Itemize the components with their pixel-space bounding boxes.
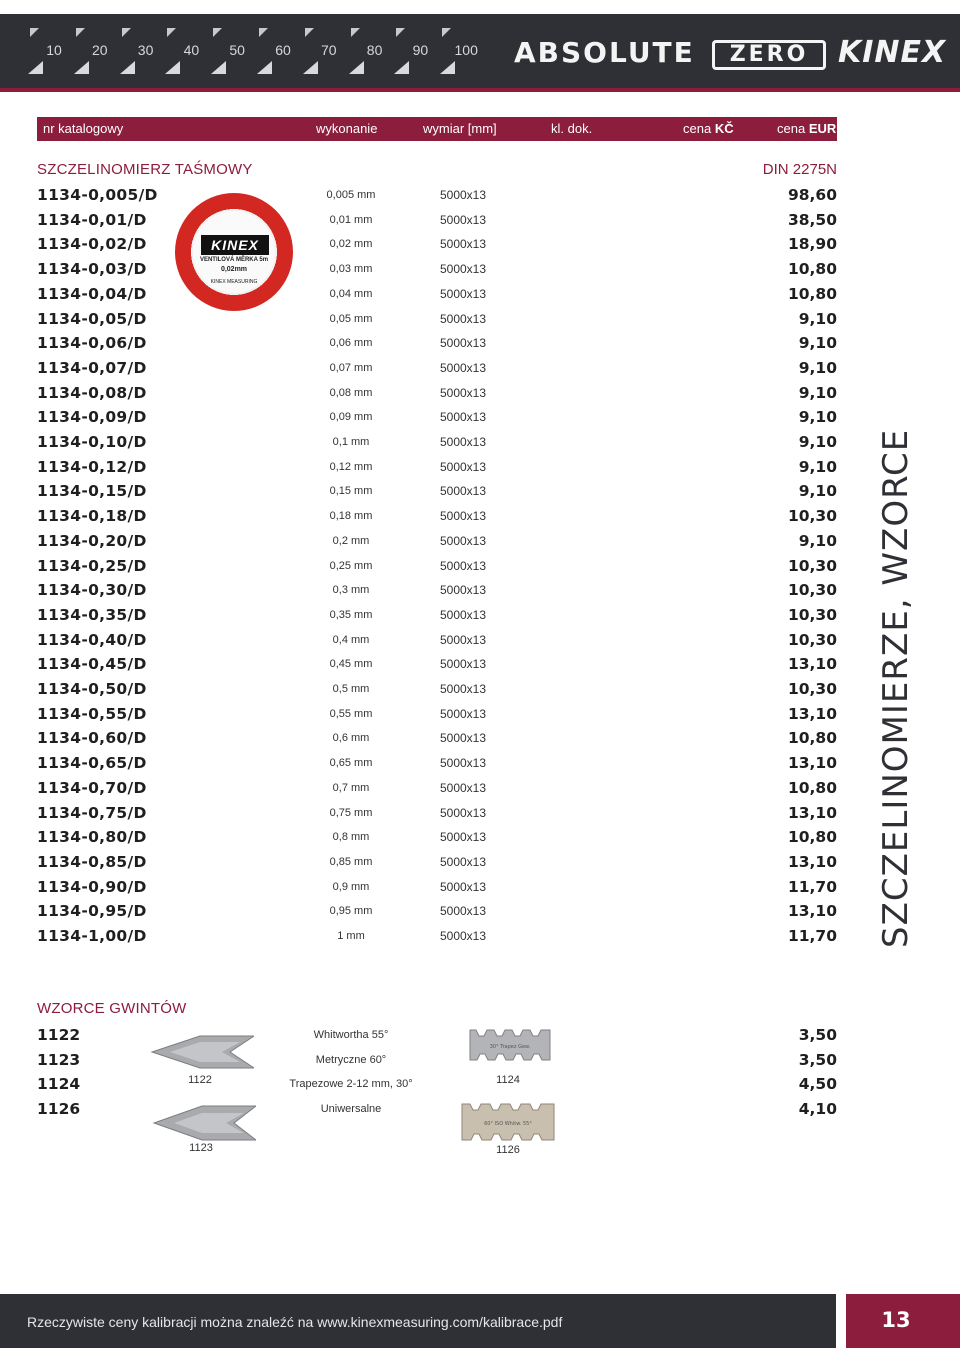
col-price-czk-prefix: cena [683,121,715,136]
table-row [37,629,837,654]
top-margin [0,0,960,14]
ruler-arrow [394,61,409,74]
ruler-number: 90 [412,42,429,58]
thickness-value: 0,12 mm [329,460,373,473]
tape-brand: KINEX [201,235,269,255]
price-value: 10,30 [787,630,837,649]
gauge-1124-image [468,1026,552,1064]
price-value: 13,10 [787,852,837,871]
table-row [37,678,837,703]
table-row [37,653,837,678]
col-price-eur-prefix: cena [777,121,809,136]
ruler-tick [351,28,360,37]
ruler-tick [76,28,85,37]
price-value: 9,10 [798,457,837,476]
catalog-number: 1134-0,60/D [37,729,147,748]
thickness-value: 0,5 mm [332,683,370,695]
thickness-value: 0,95 mm [329,905,373,918]
col-accuracy: kl. dok. [551,121,593,136]
table-row [37,332,837,357]
thread-type: Metryczne 60° [315,1053,387,1066]
ruler-number: 80 [366,42,383,58]
price-value: 10,30 [787,581,837,600]
ruler-tick [305,28,314,37]
ruler-arrow [303,61,318,74]
tape-text-line3: KINEX MEASURING [210,279,258,285]
ruler-tick [396,28,405,37]
thickness-value: 0,25 mm [329,559,373,572]
column-header-bar [37,117,837,141]
dimension-value: 5000x13 [439,607,487,622]
price-value: 10,80 [787,729,837,748]
ruler-tick [259,28,268,37]
plate-1124-text: 30° Trapez Gew. [489,1044,531,1050]
ruler-graphic [30,14,490,88]
table-row [37,382,837,407]
dimension-value: 5000x13 [439,854,487,869]
thread-type: Trapezowe 2-12 mm, 30° [289,1078,413,1091]
catalog-number: 1122 [37,1026,81,1044]
ruler-number: 20 [92,42,108,58]
plate-1126-text: 60° ISO Whitw. 55° [484,1121,532,1127]
col-price-eur-unit: EUR [808,121,837,136]
thickness-value: 0,35 mm [329,608,373,621]
catalog-number: 1134-0,70/D [37,778,147,797]
section-title-thread: WZORCE GWINTÓW [37,1000,187,1017]
caption-1124: 1124 [496,1074,520,1086]
dimension-value: 5000x13 [439,533,487,548]
price-value: 4,10 [798,1100,837,1119]
tape-text-line2: 0,02mm [220,266,248,273]
thickness-value: 0,07 mm [329,361,373,374]
page-number: 13 [881,1308,911,1332]
catalog-number: 1134-0,05/D [37,309,147,328]
thickness-value: 0,18 mm [329,510,373,523]
thickness-value: 0,03 mm [329,263,373,276]
dimension-value: 5000x13 [439,360,487,375]
catalog-number: 1134-0,07/D [37,358,147,377]
table-row [37,456,837,481]
dimension-value: 5000x13 [439,459,487,474]
table-row [37,900,837,925]
caption-1123: 1123 [189,1142,213,1154]
price-value: 18,90 [787,235,837,254]
dimension-value: 5000x13 [439,336,487,351]
caption-1122: 1122 [188,1074,212,1086]
thickness-value: 0,15 mm [329,485,373,498]
price-value: 11,70 [787,927,837,945]
price-value: 9,10 [798,408,837,427]
table-row [37,406,837,431]
price-value: 9,10 [798,433,837,451]
side-section-title: SZCZELINOMIERZE, WZORCE [876,428,916,948]
thread-type: Whitwortha 55° [313,1029,389,1041]
table-row [37,727,837,752]
dimension-value: 5000x13 [439,435,487,449]
catalog-number: 1134-0,20/D [37,531,147,550]
dimension-value: 5000x13 [439,657,487,672]
price-value: 13,10 [787,704,837,723]
price-value: 10,80 [787,778,837,797]
price-value: 11,70 [787,877,837,896]
dimension-value: 5000x13 [439,780,487,795]
thickness-value: 0,55 mm [329,707,373,720]
dimension-value: 5000x13 [439,632,487,647]
dimension-value: 5000x13 [439,731,487,746]
table-row [37,184,837,209]
thickness-value: 0,06 mm [329,337,373,350]
price-value: 13,10 [787,803,837,822]
tape-gauge-image [175,193,293,311]
thickness-value: 0,85 mm [329,855,373,868]
table-row [37,283,837,308]
dimension-value: 5000x13 [439,756,487,771]
price-value: 13,10 [787,754,837,773]
ruler-tick [30,28,39,37]
ruler-arrow [349,61,364,74]
table-row [37,480,837,505]
table-row [37,826,837,851]
price-value: 13,10 [787,902,837,921]
table-row [37,876,837,901]
table-row [37,802,837,827]
logo-zero: ZERO [712,40,826,70]
thickness-value: 0,8 mm [332,831,370,844]
price-value: 10,80 [787,828,837,847]
catalog-number: 1134-0,45/D [37,655,147,674]
ruler-number: 10 [46,42,62,58]
catalog-number: 1134-0,80/D [37,828,147,847]
dimension-value: 5000x13 [439,904,487,919]
dimension-value: 5000x13 [439,385,487,400]
price-value: 3,50 [798,1026,837,1044]
tape-gauge-label [193,211,275,293]
gauge-1123-image [152,1104,256,1142]
dimension-value: 5000x13 [439,237,487,252]
thickness-value: 0,01 mm [329,213,373,226]
price-value: 98,60 [787,186,837,204]
catalog-number: 1134-0,01/D [37,210,147,229]
catalog-number: 1134-0,15/D [37,482,147,501]
ruler-arrow [74,61,89,74]
price-value: 10,30 [787,507,837,526]
price-value: 9,10 [798,358,837,377]
price-value: 9,10 [798,531,837,550]
catalog-number: 1134-0,85/D [37,852,147,871]
catalog-number: 1134-0,04/D [37,284,147,303]
ruler-number: 70 [321,42,337,58]
ruler-tick [167,28,176,37]
dimension-value: 5000x13 [439,311,487,326]
table-row [37,925,837,950]
thread-type: Uniwersalne [320,1103,382,1116]
ruler-number: 60 [275,42,291,58]
ruler-number: 40 [183,42,200,58]
catalog-number: 1134-0,25/D [37,556,147,575]
logo-kinex: KINEX [838,35,947,70]
dimension-value: 5000x13 [439,212,487,227]
catalog-number: 1124 [37,1075,81,1094]
catalog-number: 1134-0,30/D [37,581,147,600]
ruler-tick [442,28,451,37]
catalog-number: 1134-0,08/D [37,383,147,402]
price-value: 10,30 [787,680,837,698]
ruler-arrow [211,61,226,74]
dimension-value: 5000x13 [439,805,487,820]
table-row [37,703,837,728]
thickness-value: 0,4 mm [332,633,370,646]
dimension-value: 5000x13 [439,410,487,425]
catalog-number: 1126 [37,1100,81,1119]
col-dimension: wymiar [mm] [423,121,497,136]
ruler-arrow [440,61,455,74]
catalog-number: 1134-0,65/D [37,754,147,773]
dimension-value: 5000x13 [439,583,487,598]
thickness-value: 0,65 mm [329,757,373,770]
table-row [37,752,837,777]
table-row [37,851,837,876]
thickness-value: 0,05 mm [329,312,373,325]
price-value: 13,10 [787,655,837,674]
dimension-value: 5000x13 [439,484,487,499]
thickness-value: 0,3 mm [332,584,370,597]
table-row [37,308,837,333]
catalog-number: 1134-0,40/D [37,630,147,649]
catalog-number: 1134-0,18/D [37,507,147,526]
catalog-number: 1134-0,02/D [37,235,147,254]
dimension-value: 5000x13 [439,286,487,301]
dimension-value: 5000x13 [439,879,487,894]
catalog-number: 1134-0,005/D [37,186,158,204]
standard-label: DIN 2275N [762,161,837,178]
catalog-number: 1134-0,03/D [37,260,147,279]
page-number-box [846,1294,960,1348]
ruler-arrow [28,61,43,74]
dimension-value: 5000x13 [439,830,487,845]
catalog-number: 1134-0,55/D [37,704,147,723]
dimension-value: 5000x13 [439,929,487,943]
col-price-eur [777,121,836,136]
table-row [37,209,837,234]
thickness-value: 1 mm [337,930,365,942]
price-value: 10,30 [787,556,837,575]
ruler-arrow [165,61,180,74]
catalog-number: 1134-0,10/D [37,433,147,451]
price-value: 10,80 [787,260,837,279]
thickness-value: 0,09 mm [329,411,373,424]
col-execution: wykonanie [316,121,378,136]
dimension-value: 5000x13 [439,509,487,524]
thickness-value: 0,02 mm [329,238,373,251]
catalog-number: 1134-1,00/D [37,927,147,945]
ruler-arrow [120,61,135,74]
thickness-value: 0,6 mm [332,732,370,745]
catalog-number: 1134-0,09/D [37,408,147,427]
ruler-tick [213,28,222,37]
table-row [37,431,837,456]
table-row [37,579,837,604]
catalog-number: 1134-0,35/D [37,605,147,624]
tape-text-line1: VENTILOVÁ MĚRKA 5m [199,257,269,263]
thickness-value: 0,08 mm [329,386,373,399]
section-title-feeler: SZCZELINOMIERZ TAŚMOWY [37,161,253,178]
logo-absolute: ABSOLUTE [514,36,695,69]
catalog-number: 1134-0,75/D [37,803,147,822]
price-value: 38,50 [787,210,837,229]
thickness-value: 0,005 mm [326,189,376,201]
col-price-czk [683,121,734,136]
table-row [37,357,837,382]
table-row [37,777,837,802]
dimension-value: 5000x13 [439,558,487,573]
footer-note: Rzeczywiste ceny kalibracji można znaleźć na www.kinexmeasuring.com/kalibrace.pdf [27,1314,563,1330]
table-row [37,233,837,258]
ruler-arrow [257,61,272,74]
table-row [37,555,837,580]
ruler-tick [122,28,131,37]
header-accent-line [0,88,960,92]
dimension-value: 5000x13 [439,682,487,696]
thickness-value: 0,1 mm [332,436,370,448]
catalog-number: 1134-0,95/D [37,902,147,921]
price-value: 3,50 [798,1050,837,1069]
gauge-1126-image [460,1100,556,1144]
catalog-number: 1134-0,90/D [37,877,147,896]
price-value: 9,10 [798,334,837,353]
price-value: 9,10 [798,309,837,328]
dimension-value: 5000x13 [439,706,487,721]
table-row [37,505,837,530]
ruler-number: 30 [137,42,154,58]
dimension-value: 5000x13 [439,262,487,277]
catalog-number: 1134-0,06/D [37,334,147,353]
price-value: 10,30 [787,605,837,624]
dimension-value: 5000x13 [439,188,487,202]
price-value: 9,10 [798,383,837,402]
caption-1126: 1126 [496,1144,520,1156]
col-price-czk-unit: KČ [714,121,734,136]
thickness-value: 0,45 mm [329,658,373,671]
col-catalog: nr katalogowy [43,121,124,136]
price-value: 9,10 [798,482,837,501]
ruler-number: 50 [229,42,245,58]
table-row [37,258,837,283]
catalog-number: 1134-0,12/D [37,457,147,476]
thickness-value: 0,2 mm [332,534,370,547]
page-footer [0,1294,836,1348]
gauge-1122-image [150,1034,254,1070]
price-value: 4,50 [798,1075,837,1094]
thickness-value: 0,9 mm [332,880,370,893]
thickness-value: 0,04 mm [329,287,373,300]
table-row [37,530,837,555]
thickness-value: 0,7 mm [332,781,370,794]
catalog-number: 1123 [37,1050,81,1069]
ruler-number: 100 [454,42,478,58]
catalog-number: 1134-0,50/D [37,680,147,698]
price-value: 10,80 [787,284,837,303]
table-row [37,1073,837,1098]
thickness-value: 0,75 mm [329,806,373,819]
table-row [37,604,837,629]
